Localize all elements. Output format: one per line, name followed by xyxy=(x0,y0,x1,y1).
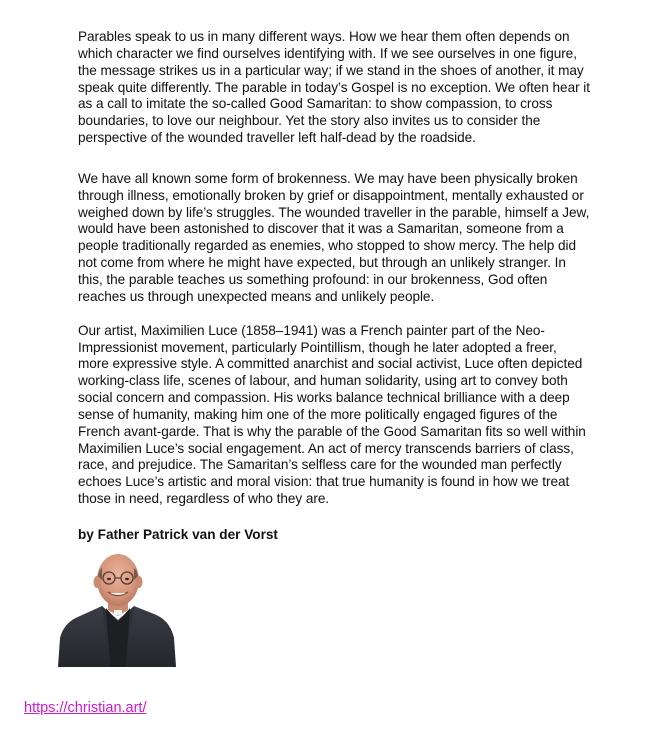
article-body xyxy=(78,29,590,543)
paragraph-2: We have all known some form of brokenness. We may have been physically broken through illness, emotionally broken by grief or disappointment, mentally exhausted or weighed down by life’s struggles. The wounded traveller in the parable, himself a Jew, would have been astonished to discover that it was a Samaritan, someone from a people traditionally regarded as enemies, who stopped to show mercy. The help did not come from where he might have expected, but through an unlikely stranger. In this, the parable teaches us something profound: in our brokenness, God often reaches us through unexpected means and unlikely people. xyxy=(78,170,590,304)
paragraph-3: Our artist, Maximilien Luce (1858–1941) was a French painter part of the Neo-Impressionist movement, particularly Pointillism, though he later adopted a freer, more expressive style. A committed anarchist and social activist, Luce often depicted working-class life, scenes of labour, and human solidarity, using art to convey both social concern and compassion. His works balance technical brilliance with a deep sense of humanity, making him one of the more politically engaged figures of the French avant-garde. That is why the parable of the Good Samaritan fits so well within Maximilien Luce’s social engagement. An act of mercy transcends barriers of class, race, and prejudice. The Samaritan’s selfless care for the wounded man perfectly echoes Luce’s artistic and moral vision: that true humanity is found in how we treat those in need, regardless of who they are. xyxy=(78,322,586,507)
author-byline: by Father Patrick van der Vorst xyxy=(78,526,278,542)
christian-art-link[interactable]: https://christian.art/ xyxy=(24,700,147,716)
paragraph-1: Parables speak to us in many different ways. How we hear them often depends on which character we find ourselves identifying with. If we see ourselves in one figure, the message strikes us in a particular way; if we stand in the shoes of another, it may speak quite differently. The parable in today’s Gospel is no exception. We often hear it as a call to imitate the so-called Good Samaritan: to show compassion, to cross boundaries, to love our neighbour. Yet the story also invites us to consider the perspective of the wounded traveller left half-dead by the roadside. xyxy=(78,29,590,146)
author-photo xyxy=(58,550,176,667)
portrait-image xyxy=(58,550,176,667)
